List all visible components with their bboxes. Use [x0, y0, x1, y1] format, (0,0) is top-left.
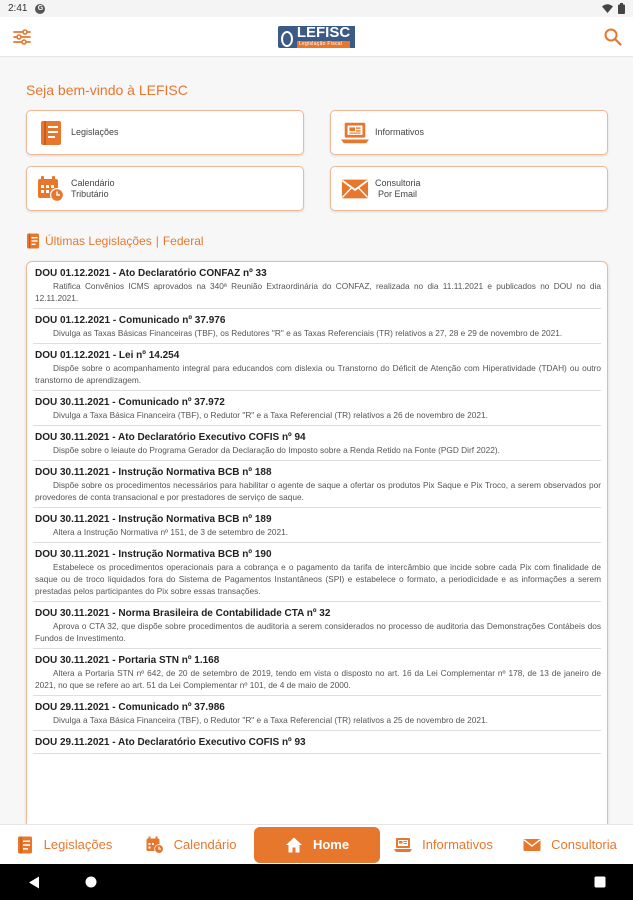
battery-icon: [618, 3, 625, 14]
filter-menu-icon[interactable]: [12, 27, 32, 47]
envelope-icon: [523, 836, 541, 854]
item-description: Ratifica Convênios ICMS aprovados na 340ª Reunião Extraordinária do CONFAZ, realizada no dia 11.11.2021 e publicados no DOU no dia 12.11.2021.: [35, 281, 601, 303]
law-book-icon: [16, 836, 34, 854]
tile-label: Calendário Tributário: [71, 177, 115, 199]
bottom-navigation: [0, 824, 633, 864]
nav-label: Calendário: [173, 837, 237, 852]
list-item[interactable]: [33, 508, 601, 543]
item-description: Dispõe sobre os procedimentos necessários para habilitar o agente de saque a ofertar os produtos Pix Saque e Pix Troco, a serem observados por provedores de conta transacional e por prestadores de serviço de saque.: [35, 480, 601, 502]
laptop-news-icon: [394, 836, 412, 854]
home-circle-icon[interactable]: [85, 876, 97, 888]
list-item[interactable]: [33, 649, 601, 696]
list-item[interactable]: [33, 731, 601, 754]
nav-informativos[interactable]: [380, 827, 507, 863]
logo-text: LEFISC: [296, 24, 351, 41]
tile-label: Consultoria Por Email: [375, 177, 421, 199]
legislation-list[interactable]: [26, 261, 608, 831]
google-g-icon: G: [35, 4, 45, 14]
laptop-news-icon: [341, 119, 369, 147]
search-icon[interactable]: [603, 27, 623, 47]
list-item[interactable]: [33, 391, 601, 426]
calendar-clock-icon: [37, 175, 65, 203]
tile-label: Informativos: [375, 127, 425, 137]
item-description: Aprova o CTA 32, que dispõe sobre procedimentos de auditoria a serem considerados no processo de auditoria das Demonstrações Contábeis dos Fundos de Investimento.: [35, 621, 601, 643]
nav-consultoria[interactable]: [507, 827, 633, 863]
law-book-icon: [37, 119, 65, 147]
item-description: Estabelece os procedimentos operacionais para a cobrança e o pagamento da tarifa de intercâmbio que incide sobre cada Pix com finalidade de saque ou de troco liquidados fora do Sistema de Pagamentos Instantâneos (SPI) e estabelece o formato, a periodicidade e as informações a serem prestadas pelos participantes do Pix sobre essas transações.: [35, 562, 601, 596]
item-description: Divulga a Taxa Básica Financeira (TBF), o Redutor "R" e a Taxa Referencial (TR) relativos a 26 de novembro de 2021.: [53, 410, 488, 420]
law-book-icon: [26, 233, 40, 249]
item-title: DOU 01.12.2021 - Ato Declaratório CONFAZ nº 33: [35, 268, 267, 279]
logo-mark: [278, 26, 292, 48]
tile-calendario-tributario[interactable]: [26, 166, 304, 211]
logo-tagline: Legislação Fiscal: [297, 41, 350, 48]
item-title: DOU 30.11.2021 - Instrução Normativa BCB nº 190: [35, 549, 272, 560]
nav-home[interactable]: [254, 827, 380, 863]
item-description: Dispõe sobre o acompanhamento integral para educandos com dislexia ou Transtorno do Déficit de Atenção com Hiperatividade (TDAH) ou outro transtorno de aprendizagem.: [35, 363, 601, 385]
list-item[interactable]: [33, 309, 601, 344]
item-description: Altera a Portaria STN nº 642, de 20 de setembro de 2019, tendo em vista o disposto no art. 16 da Lei Complementar nº 178, de 13 de janeiro de 2021, no que se refere ao art. 51 da Lei Complementar nº 101, de 4 de maio de 2000.: [35, 668, 601, 690]
nav-label: Home: [312, 837, 350, 852]
back-icon[interactable]: [28, 876, 40, 889]
item-title: DOU 30.11.2021 - Comunicado nº 37.972: [35, 397, 225, 408]
status-icons: [602, 3, 625, 14]
section-separator: |: [155, 234, 159, 248]
calendar-clock-icon: [146, 836, 164, 854]
list-item[interactable]: [33, 426, 601, 461]
wifi-icon: [602, 4, 613, 13]
nav-legislacoes[interactable]: [0, 827, 128, 863]
list-item[interactable]: [33, 602, 601, 649]
logo-wordmark: [292, 26, 355, 48]
tile-label: Legislações: [71, 127, 119, 137]
nav-label: Legislações: [43, 837, 113, 852]
item-title: DOU 30.11.2021 - Instrução Normativa BCB nº 188: [35, 467, 272, 478]
system-navigation-bar: [0, 864, 633, 900]
section-title: [26, 233, 204, 249]
lefisc-logo: [278, 26, 355, 48]
item-title: DOU 29.11.2021 - Comunicado nº 37.986: [35, 702, 225, 713]
tile-consultoria-email[interactable]: [330, 166, 608, 211]
tile-legislacoes[interactable]: [26, 110, 304, 155]
list-item[interactable]: [33, 344, 601, 391]
list-item[interactable]: [33, 461, 601, 508]
item-title: DOU 01.12.2021 - Comunicado nº 37.976: [35, 315, 226, 326]
section-title-text: Últimas Legislações: [45, 234, 152, 248]
nav-calendario[interactable]: [128, 827, 254, 863]
status-bar: [0, 0, 633, 17]
list-item[interactable]: [33, 543, 601, 602]
item-description: Divulga as Taxas Básicas Financeiras (TBF), os Redutores "R" e as Taxas Referenciais (TR) relativos a 27, 28 e 29 de novembro de 2021.: [53, 328, 563, 338]
nav-label: Informativos: [422, 837, 493, 852]
item-description: Dispõe sobre o leiaute do Programa Gerador da Declaração do Imposto sobre a Renda Retido na Fonte (PGD Dirf 2022).: [53, 445, 500, 455]
envelope-icon: [341, 175, 369, 203]
item-title: DOU 30.11.2021 - Ato Declaratório Executivo COFIS nº 94: [35, 432, 306, 443]
item-description: Divulga a Taxa Básica Financeira (TBF), o Redutor "R" e a Taxa Referencial (TR) relativos a 25 de novembro de 2021.: [53, 715, 488, 725]
list-item[interactable]: [33, 696, 601, 731]
nav-label: Consultoria: [551, 837, 617, 852]
item-title: DOU 30.11.2021 - Instrução Normativa BCB nº 189: [35, 514, 272, 525]
item-title: DOU 30.11.2021 - Norma Brasileira de Contabilidade CTA nº 32: [35, 608, 331, 619]
list-item[interactable]: [33, 262, 601, 309]
recents-icon[interactable]: [594, 876, 606, 888]
app-bar: [0, 17, 633, 57]
status-time: 2:41: [8, 3, 28, 14]
tile-informativos[interactable]: [330, 110, 608, 155]
home-icon: [285, 836, 303, 854]
item-title: DOU 01.12.2021 - Lei nº 14.254: [35, 350, 180, 361]
item-title: DOU 29.11.2021 - Ato Declaratório Executivo COFIS nº 93: [35, 737, 306, 748]
welcome-heading: Seja bem-vindo à LEFISC: [26, 82, 188, 98]
item-title: DOU 30.11.2021 - Portaria STN nº 1.168: [35, 655, 220, 666]
item-description: Altera a Instrução Normativa nº 151, de 3 de setembro de 2021.: [53, 527, 289, 537]
section-scope[interactable]: Federal: [162, 234, 204, 248]
